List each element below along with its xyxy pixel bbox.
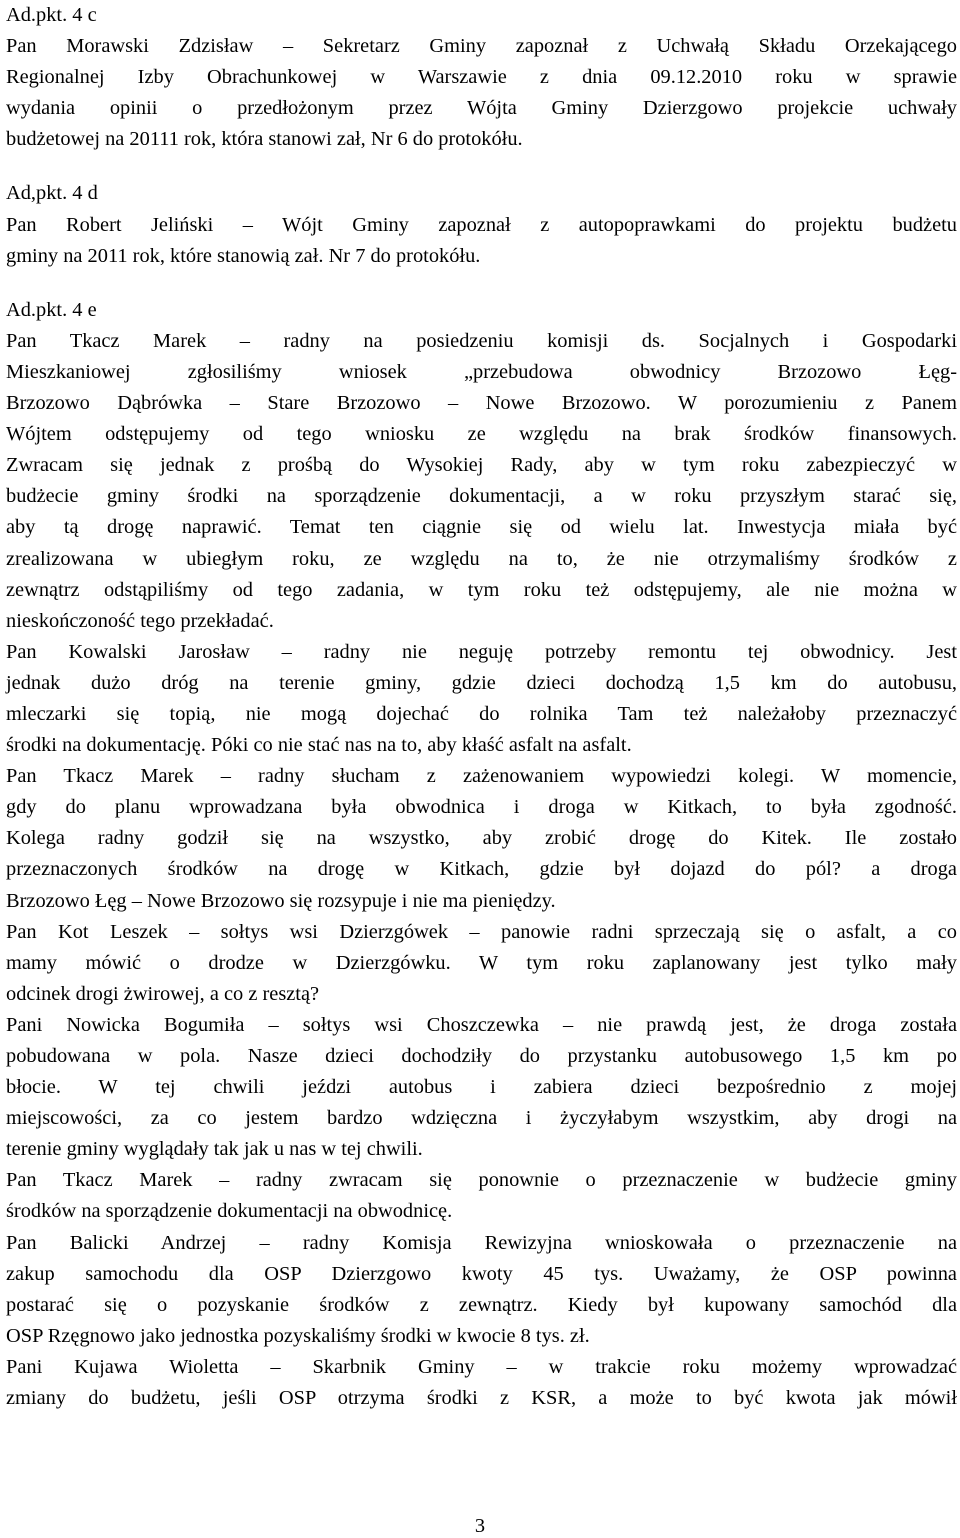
text-line: zrealizowana w ubiegłym roku, ze względu na to, że nie otrzymaliśmy środków z [6,547,957,570]
text-line: błocie. W tej chwili jeździ autobus i zabiera dzieci bezpośrednio z mojej [6,1076,957,1099]
text-line: gdy do planu wprowadzana była obwodnica i droga w Kitkach, to była zgodność. [6,796,957,819]
text-line: Brzozowo Łęg – Nowe Brzozowo się rozsypuje i nie ma pieniędzy. [6,889,556,912]
text-line: środków na sporządzenie dokumentacji na obwodnicę. [6,1200,453,1223]
text-line: Brzozowo Dąbrówka – Stare Brzozowo – Nowe Brzozowo. W porozumieniu z Panem [6,392,957,415]
text-line: mleczarki się topią, nie mogą dojechać do rolnika Tam też należałoby przeznaczyć [6,702,957,725]
text-line: Regionalnej Izby Obrachunkowej w Warszawie z dnia 09.12.2010 roku w sprawie [6,66,957,89]
document-body [6,0,957,1414]
text-line: Zwracam się jednak z prośbą do Wysokiej Rady, aby w tym roku zabezpieczyć w [6,454,957,477]
text-line: Wójtem odstępujemy od tego wniosku ze względu na brak środków finansowych. [6,423,957,446]
text-line: Kolega radny godził się na wszystko, aby zrobić drogę do Kitek. Ile zostało [6,827,957,850]
text-line: Pan Tkacz Marek – radny słucham z zażenowaniem wypowiedzi kolegi. W momencie, [6,765,957,788]
text-line: Ad.pkt. 4 e [6,298,97,321]
text-line: Pan Tkacz Marek – radny na posiedzeniu komisji ds. Socjalnych i Gospodarki [6,329,957,352]
text-line: zewnątrz odstąpiliśmy od tego zadania, w tym roku też odstępujemy, ale nie można w [6,578,957,601]
text-line: Pani Nowicka Bogumiła – sołtys wsi Choszczewka – nie prawdą jest, że droga została [6,1013,957,1036]
text-line: terenie gminy wyglądały tak jak u nas w tej chwili. [6,1138,423,1161]
text-line: zmiany do budżetu, jeśli OSP otrzyma środki z KSR, a może to być kwota jak mówił [6,1387,957,1410]
text-line: Ad,pkt. 4 d [6,182,98,205]
text-line: mamy mówić o drodze w Dzierzgówku. W tym roku zaplanowany jest tylko mały [6,951,957,974]
text-line: nieskończoność tego przekładać. [6,609,274,632]
text-line: gminy na 2011 rok, które stanowią zał. Nr 7 do protokółu. [6,244,481,267]
text-line: Pan Kot Leszek – sołtys wsi Dzierzgówek – panowie radni sprzeczają się o asfalt, a co [6,920,957,943]
text-line: aby tą drogę naprawić. Temat ten ciągnie się od wielu lat. Inwestycja miała być [6,516,957,539]
text-line: zakup samochodu dla OSP Dzierzgowo kwoty 45 tys. Uważamy, że OSP powinna [6,1262,957,1285]
text-line: Pan Tkacz Marek – radny zwracam się ponownie o przeznaczenie w budżecie gminy [6,1169,957,1192]
text-line: budżecie gminy środki na sporządzenie dokumentacji, a w roku przyszłym starać się, [6,485,957,508]
text-line: Pan Kowalski Jarosław – radny nie neguję potrzeby remontu tej obwodnicy. Jest [6,640,957,663]
text-line: środki na dokumentację. Póki co nie stać nas na to, aby kłaść asfalt na asfalt. [6,734,632,757]
page-number: 3 [474,1515,486,1537]
text-line: Pan Morawski Zdzisław – Sekretarz Gminy zapoznał z Uchwałą Składu Orzekającego [6,35,957,58]
text-line: Pan Balicki Andrzej – radny Komisja Rewizyjna wnioskowała o przeznaczenie na [6,1231,957,1254]
text-line: Mieszkaniowej zgłosiliśmy wniosek „przebudowa obwodnicy Brzozowo Łęg- [6,360,957,383]
text-line: jednak dużo dróg na terenie gminy, gdzie dzieci dochodzą 1,5 km do autobusu, [6,671,957,694]
text-line: miejscowości, za co jestem bardzo wdzięczna i życzyłabym wszystkim, aby drogi na [6,1107,957,1130]
text-line: przeznaczonych środków na drogę w Kitkach, gdzie był dojazd do pól? a droga [6,858,957,881]
paragraph-gap [6,272,957,295]
text-line: Pan Robert Jeliński – Wójt Gminy zapoznał z autopoprawkami do projektu budżetu [6,213,957,236]
text-line: Pani Kujawa Wioletta – Skarbnik Gminy – w trakcie roku możemy wprowadzać [6,1355,957,1378]
text-line: OSP Rzęgnowo jako jednostka pozyskaliśmy środki w kwocie 8 tys. zł. [6,1324,590,1347]
text-line: budżetowej na 20111 rok, która stanowi zał, Nr 6 do protokółu. [6,128,523,151]
text-line: postarać się o pozyskanie środków z zewnątrz. Kiedy był kupowany samochód dla [6,1293,957,1316]
text-line: pobudowana w pola. Nasze dzieci dochodziły do przystanku autobusowego 1,5 km po [6,1045,957,1067]
paragraph-gap [6,155,957,178]
text-line: Ad.pkt. 4 c [6,4,97,26]
text-line: odcinek drogi żwirowej, a co z resztą? [6,982,320,1005]
text-line: wydania opinii o przedłożonym przez Wójta Gminy Dzierzgowo projekcie uchwały [6,97,957,120]
